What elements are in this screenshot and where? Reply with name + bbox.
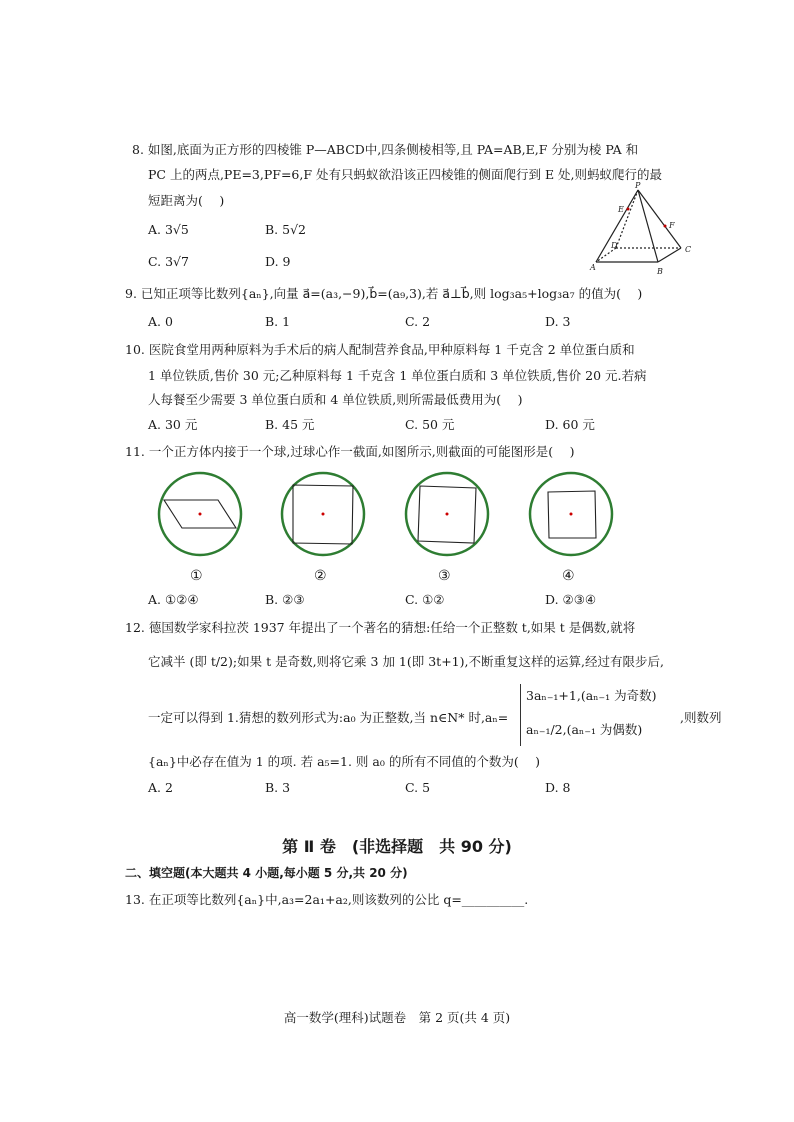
q10-option-d: D. 60 元 [545,417,595,432]
q12-line3: 一定可以得到 1.猜想的数列形式为:a₀ 为正整数,当 n∈N* 时,aₙ= [148,710,509,725]
q12-option-a: A. 2 [148,780,173,795]
q11-line1: 11. 一个正方体内接于一个球,过球心作一截面,如图所示,则截面的可能图形是( ) [125,444,575,459]
page-footer: 高一数学(理科)试题卷 第 2 页(共 4 页) [283,1010,511,1025]
figure-label-3: ③ [438,568,451,584]
label-e: E [618,205,624,214]
label-a: A [590,263,596,272]
cross-section-figures [150,468,630,563]
q12-option-d: D. 8 [545,780,571,795]
q13-line1: 13. 在正项等比数列{aₙ}中,a₃=2a₁+a₂,则该数列的公比 q=__________. [125,892,529,907]
label-b: B [657,267,663,276]
q11-option-a: A. ①②④ [148,592,199,607]
figure-label-1: ① [190,568,203,584]
q12-option-b: B. 3 [265,780,291,795]
q10-option-c: C. 50 元 [405,417,455,432]
section-heading: 二、填空题(本大题共 4 小题,每小题 5 分,共 20 分) [125,866,408,880]
q12-case-odd: 3aₙ₋₁+1,(aₙ₋₁ 为奇数) [526,688,657,703]
q8-line1: 8. 如图,底面为正方形的四棱锥 P—ABCD中,四条侧棱相等,且 PA=AB,E,F 分别为棱 PA 和 [132,142,639,157]
q8-option-b: B. 5√2 [265,222,307,237]
label-d: D [611,241,618,250]
figure-label-2: ② [314,568,327,584]
q9-option-b: B. 1 [265,314,291,329]
q12-case-even: aₙ₋₁/2,(aₙ₋₁ 为偶数) [526,722,643,737]
q8-option-a: A. 3√5 [148,222,189,237]
q9-option-c: C. 2 [405,314,431,329]
q9-line1: 9. 已知正项等比数列{aₙ},向量 a⃗=(a₃,−9),b⃗=(a₉,3),若 a⃗⊥b⃗,则 log₃a₅+log₃a₇ 的值为( ) [125,286,643,301]
piecewise-brace [520,684,521,746]
label-f: F [669,221,675,230]
q11-option-d: D. ②③④ [545,592,597,607]
label-c: C [685,245,692,254]
figure-label-4: ④ [562,568,575,584]
q12-line3-end: ,则数列 [680,710,722,725]
q8-option-d: D. 9 [265,254,291,269]
q10-line2: 1 单位铁质,售价 30 元;乙种原料每 1 千克含 1 单位蛋白质和 3 单位铁质,售价 20 元.若病 [148,368,647,383]
q8-line3: 短距离为( ) [148,193,225,208]
pyramid-figure [585,182,700,282]
q12-line4: {aₙ}中必存在值为 1 的项. 若 a₅=1. 则 a₀ 的所有不同值的个数为( ) [148,754,541,769]
label-p: P [635,182,641,190]
q8-option-c: C. 3√7 [148,254,189,269]
q11-option-b: B. ②③ [265,592,305,607]
q10-line3: 人每餐至少需要 3 单位蛋白质和 4 单位铁质,则所需最低费用为( ) [148,392,523,407]
q12-line2: 它减半 (即 t/2);如果 t 是奇数,则将它乘 3 加 1(即 3t+1),不断重复这样的运算,经过有限步后, [148,654,664,669]
q12-option-c: C. 5 [405,780,431,795]
q10-option-b: B. 45 元 [265,417,315,432]
q9-option-d: D. 3 [545,314,571,329]
q10-option-a: A. 30 元 [148,417,198,432]
q12-line1: 12. 德国数学家科拉茨 1937 年提出了一个著名的猜想:任给一个正整数 t,如果 t 是偶数,就将 [125,620,636,635]
q9-option-a: A. 0 [148,314,173,329]
q11-option-c: C. ①② [405,592,445,607]
q10-line1: 10. 医院食堂用两种原料为手术后的病人配制营养食品,甲种原料每 1 千克含 2 单位蛋白质和 [125,342,635,357]
part2-title: 第 Ⅱ 卷 (非选择题 共 90 分) [282,837,512,856]
q8-line2: PC 上的两点,PE=3,PF=6,F 处有只蚂蚁欲沿该正四棱锥的侧面爬行到 E 处,则蚂蚁爬行的最 [148,167,663,182]
